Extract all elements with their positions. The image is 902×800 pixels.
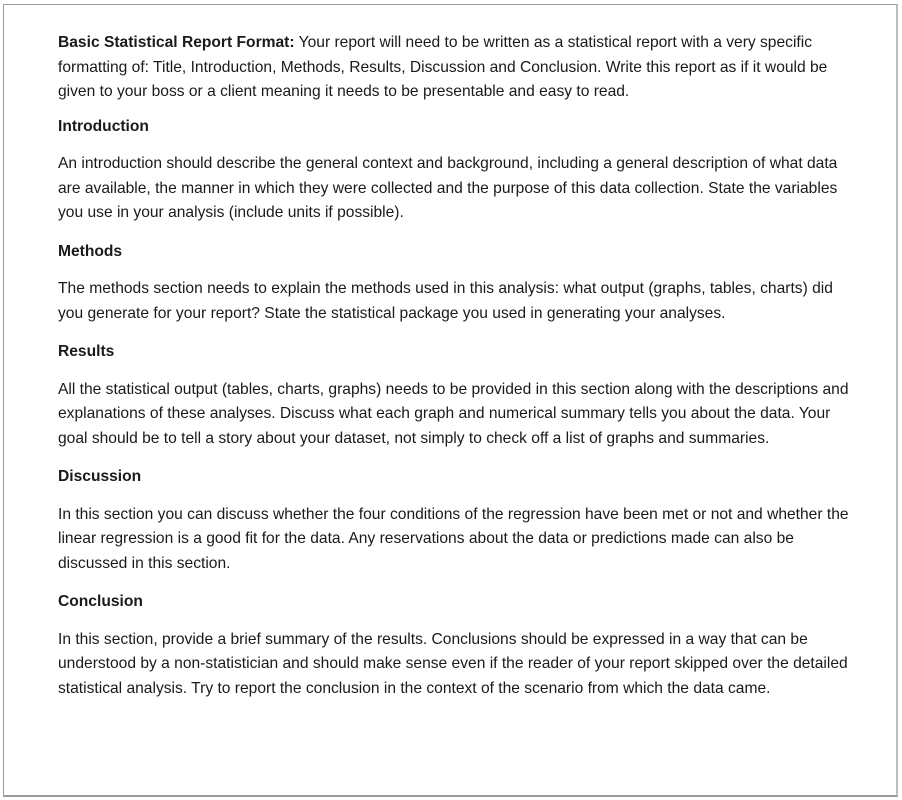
body-methods: The methods section needs to explain the methods used in this analysis: what output (graphs, tables, charts) did you generate for your report? State the statistical package you used in generating your analyses.	[58, 280, 833, 322]
intro-paragraph	[58, 31, 858, 105]
body-discussion: In this section you can discuss whether the four conditions of the regression have been met or not and whether the linear regression is a good fit for the data. Any reservations about the data or predictions made can also be discussed in this section.	[58, 505, 849, 572]
heading-discussion: Discussion	[58, 468, 142, 485]
heading-results: Results	[58, 343, 115, 360]
heading-methods: Methods	[58, 242, 123, 260]
heading-introduction: Introduction	[58, 117, 149, 135]
body-conclusion: In this section, provide a brief summary of the results. Conclusions should be expressed in a way that can be understood by a non-statistician and should make sense even if the reader of your report skipped over the detailed statistical analysis. Try to report the conclusion in the context of the scenario from which the data came.	[58, 630, 848, 697]
page-break-line	[3, 796, 898, 797]
heading-conclusion: Conclusion	[58, 593, 143, 610]
intro-text: Your report will need to be written as a statistical report with a very specific formatting of: Title, Introduction, Methods, Results, Discussion and Conclusion. Write this report as if it would be given to your boss or a client meaning it needs to be presentable and easy to read.	[58, 34, 828, 100]
body-introduction: An introduction should describe the general context and background, including a general description of what data are available, the manner in which they were collected and the purpose of this data collection. State the variables you use in your analysis (include units if possible).	[58, 155, 838, 221]
body-results: All the statistical output (tables, charts, graphs) needs to be provided in this section along with the descriptions and explanations of these analyses. Discuss what each graph and numerical summary tells you about the data. Your goal should be to tell a story about your dataset, not simply to check off a list of graphs and summaries.	[58, 380, 849, 447]
intro-lead: Basic Statistical Report Format:	[58, 34, 295, 51]
document-body	[58, 31, 858, 715]
